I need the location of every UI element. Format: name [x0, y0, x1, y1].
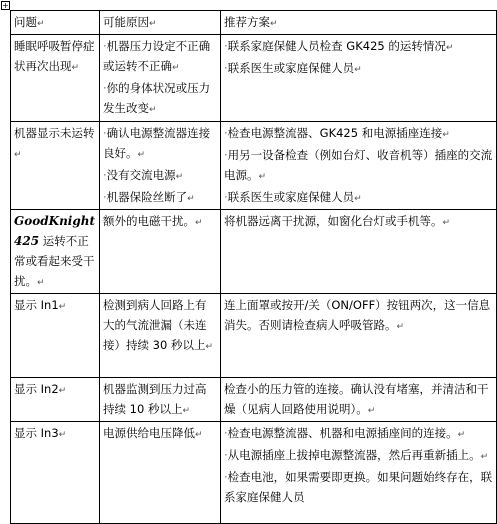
cause-cell — [100, 35, 221, 122]
list-item: ·联系医生或家庭保健人员↵ — [224, 190, 362, 204]
table-row — [11, 35, 497, 122]
paragraph-mark-icon: ↵ — [37, 19, 45, 29]
list-item: ·用另一设备检查（例如台灯、收音机等）插座的交流电源。↵ — [224, 148, 493, 182]
list-item: ·你的身体状况或压力发生改变↵ — [103, 81, 211, 115]
list-item: ·从电源插座上拔掉电源整流器，然后再重新插上。↵ — [224, 448, 489, 462]
table-row — [11, 378, 497, 422]
list-item: ·检查电源整流器、机器和电源插座间的连接。↵ — [224, 426, 466, 440]
table-row — [11, 210, 497, 294]
solution-cell: 检查小的压力管的连接。确认没有堵塞，并清洁和干燥（见病人回路使用说明）。↵ — [221, 378, 497, 422]
table-row — [11, 294, 497, 378]
solution-cell — [221, 122, 497, 210]
list-item: ·没有交流电源↵ — [103, 168, 184, 182]
problem-cell: 睡眠呼吸暂停症状再次出现↵ — [11, 35, 100, 122]
troubleshooting-table — [10, 10, 497, 524]
table-move-handle-icon[interactable]: + — [2, 1, 9, 10]
cause-cell: 检测到病人回路上有大的气流泄漏（未连接）持续 30 秒以上↵ — [100, 294, 221, 378]
cause-cell: 机器监测到压力过高持续 10 秒以上↵ — [100, 378, 221, 422]
list-item: ·确认电源整流器连接良好。↵ — [103, 126, 211, 160]
paragraph-mark-icon: ↵ — [270, 19, 278, 29]
solution-cell: 连上面罩或按开/关（ON/OFF）按钮两次，这一信息消失。否则请检查病人呼吸管路。↵ — [221, 294, 497, 378]
cause-cell — [100, 122, 221, 210]
cause-cell: 额外的电磁干扰。↵ — [100, 210, 221, 294]
table-row — [11, 122, 497, 210]
problem-cell: 显示 In2↵ — [11, 378, 100, 422]
list-item: ·联系家庭保健人员检查 GK425 的运转情况↵ — [224, 39, 454, 53]
solution-cell — [221, 35, 497, 122]
list-item: ·检查电源整流器、GK425 和电源插座连接↵ — [224, 126, 450, 140]
table-row — [11, 422, 497, 524]
header-cell-solution: 推荐方案↵ — [221, 11, 497, 35]
problem-cell: 显示 In1↵ — [11, 294, 100, 378]
table-header-row — [11, 11, 497, 35]
list-item: ·联系医生或家庭保健人员↵ — [224, 61, 362, 75]
product-name: GoodKnight425 — [14, 214, 96, 248]
header-cell-cause: 可能原因↵ — [100, 11, 221, 35]
list-item: ·检查电池，如果需要即更换。如果问题始终存在，联系家庭保健人员 — [224, 470, 493, 504]
header-cell-problem: 问题↵ — [11, 11, 100, 35]
problem-cell: 机器显示未运转↵ — [11, 122, 100, 210]
problem-cell: GoodKnight425 运转不正常或看起来受干扰。↵ — [11, 210, 100, 294]
problem-cell: 显示 In3↵ — [11, 422, 100, 524]
solution-cell: 将机器远离干扰源，如窗化台灯或手机等。↵ — [221, 210, 497, 294]
list-item: ·机器压力设定不正确或运转不正确↵ — [103, 39, 211, 73]
cause-cell: 电源供给电压降低↵ — [100, 422, 221, 524]
solution-cell — [221, 422, 497, 524]
list-item: ·机器保险丝断了↵ — [103, 190, 195, 204]
paragraph-mark-icon: ↵ — [149, 19, 157, 29]
